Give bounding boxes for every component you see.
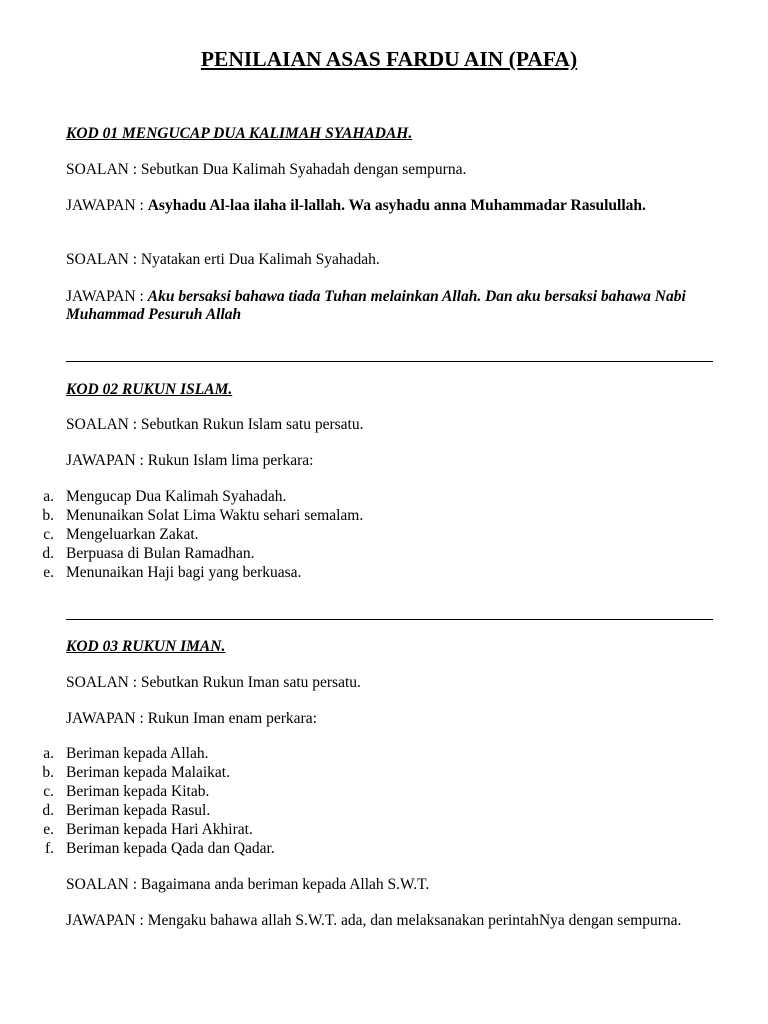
rukun-iman-list [0, 745, 740, 859]
answer-text: Aku bersaksi bahawa tiada Tuhan melainkan Allah. Dan aku bersaksi bahawa Nabi Muhammad Pesuruh Allah [66, 288, 686, 323]
section-divider [66, 619, 713, 620]
list-marker: d. [42, 802, 54, 819]
list-item [0, 840, 740, 859]
list-marker: c. [43, 783, 54, 800]
list-marker: a. [43, 745, 54, 762]
list-marker: a. [43, 488, 54, 505]
answer-text: Mengaku bahawa allah S.W.T. ada, dan melaksanakan perintahNya dengan sempurna. [147, 912, 682, 929]
list-item [0, 488, 740, 507]
list-item [0, 545, 740, 564]
answer-5 [66, 912, 696, 930]
list-item-text: Beriman kepada Kitab. [66, 783, 210, 800]
list-item-text: Beriman kepada Rasul. [66, 802, 211, 819]
answer-label: JAWAPAN : [66, 912, 144, 929]
list-marker: b. [42, 764, 54, 781]
answer-3 [66, 452, 716, 470]
list-item-text: Beriman kepada Qada dan Qadar. [66, 840, 275, 857]
question-text: Sebutkan Rukun Islam satu persatu. [140, 416, 364, 433]
question-text: Nyatakan erti Dua Kalimah Syahadah. [140, 251, 380, 268]
question-text: Bagaimana anda beriman kepada Allah S.W.T. [140, 876, 430, 893]
question-5 [66, 876, 716, 894]
list-item-text: Menunaikan Haji bagi yang berkuasa. [66, 564, 302, 581]
rukun-islam-list [0, 488, 740, 583]
section-divider [66, 361, 713, 362]
answer-4 [66, 710, 716, 728]
list-marker: e. [43, 564, 54, 581]
list-item [0, 764, 740, 783]
answer-2 [66, 288, 686, 324]
section-heading-kod-02: KOD 02 RUKUN ISLAM. [66, 381, 233, 398]
question-label: SOALAN : [66, 161, 138, 178]
question-2 [66, 251, 716, 269]
answer-text: Asyhadu Al-laa ilaha il-lallah. Wa asyhadu anna Muhammadar Rasulullah. [147, 197, 646, 214]
list-marker: b. [42, 507, 54, 524]
list-marker: f. [44, 840, 54, 857]
answer-text: Rukun Islam lima perkara: [147, 452, 314, 469]
list-item-text: Berpuasa di Bulan Ramadhan. [66, 545, 255, 562]
list-item-text: Beriman kepada Allah. [66, 745, 209, 762]
question-4 [66, 674, 716, 692]
answer-1 [66, 197, 666, 215]
question-1 [66, 161, 716, 179]
section-heading-kod-03: KOD 03 RUKUN IMAN. [66, 638, 226, 655]
question-label: SOALAN : [66, 416, 138, 433]
answer-label: JAWAPAN : [66, 288, 144, 305]
list-item [0, 745, 740, 764]
answer-label: JAWAPAN : [66, 710, 144, 727]
list-item-text: Beriman kepada Malaikat. [66, 764, 230, 781]
question-label: SOALAN : [66, 251, 138, 268]
question-label: SOALAN : [66, 876, 138, 893]
answer-label: JAWAPAN : [66, 197, 144, 214]
list-item [0, 802, 740, 821]
list-item-text: Menunaikan Solat Lima Waktu sehari semalam. [66, 507, 364, 524]
document-title: PENILAIAN ASAS FARDU AIN (PAFA) [200, 47, 578, 71]
question-text: Sebutkan Rukun Iman satu persatu. [140, 674, 361, 691]
list-item [0, 507, 740, 526]
answer-text: Rukun Iman enam perkara: [147, 710, 317, 727]
question-3 [66, 416, 716, 434]
question-label: SOALAN : [66, 674, 138, 691]
list-item [0, 783, 740, 802]
list-item [0, 821, 740, 840]
list-marker: d. [42, 545, 54, 562]
section-heading-kod-01: KOD 01 MENGUCAP DUA KALIMAH SYAHADAH. [66, 125, 413, 142]
list-marker: c. [43, 526, 54, 543]
list-marker: e. [43, 821, 54, 838]
answer-label: JAWAPAN : [66, 452, 144, 469]
list-item-text: Mengucap Dua Kalimah Syahadah. [66, 488, 287, 505]
list-item [0, 564, 740, 583]
list-item [0, 526, 740, 545]
list-item-text: Beriman kepada Hari Akhirat. [66, 821, 253, 838]
question-text: Sebutkan Dua Kalimah Syahadah dengan sempurna. [140, 161, 467, 178]
list-item-text: Mengeluarkan Zakat. [66, 526, 199, 543]
